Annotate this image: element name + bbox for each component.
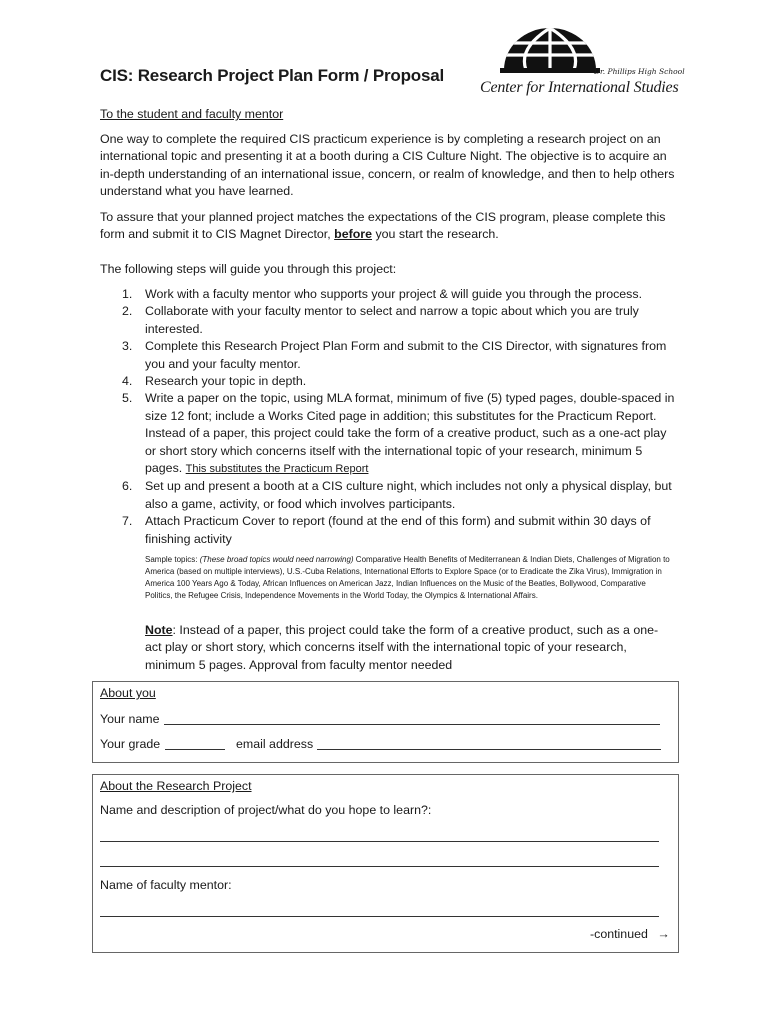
step-text: Work with a faculty mentor who supports your project & will guide you through the process. <box>145 287 643 301</box>
step-text: Complete this Research Project Plan Form and submit to the CIS Director, with signatures from you and your faculty mentor. <box>145 339 667 371</box>
logo-center-name: Center for International Studies <box>480 79 679 96</box>
logo-school-name: Dr. Phillips High School <box>594 67 685 76</box>
about-you-section <box>92 681 679 763</box>
grade-label: Your grade <box>100 737 161 751</box>
cis-logo <box>478 26 685 102</box>
step-text: Collaborate with your faculty mentor to select and narrow a topic about which you are truly interested. <box>145 304 639 336</box>
step-number: 5. <box>122 391 133 406</box>
instructions-text-end: you start the research. <box>372 227 499 242</box>
continued-label: -continued <box>590 927 648 941</box>
step-text: Set up and present a booth at a CIS culture night, which includes not only a physical display, but also a game, activity, or food which involves participants. <box>145 479 672 511</box>
email-label: email address <box>236 737 314 751</box>
note-text: : Instead of a paper, this project could take the form of a creative product, such as a one-act play or short story, which concerns itself with the international topic of your research, minimum 5 pages. Approval from faculty mentor needed <box>145 623 659 672</box>
name-label: Your name <box>100 712 160 726</box>
list-item <box>100 373 680 390</box>
sample-topics-caveat: (These broad topics would need narrowing) <box>199 555 354 564</box>
step-text: Attach Practicum Cover to report (found at the end of this form) and submit within 30 days of finishing activity <box>145 514 651 546</box>
list-item <box>100 338 680 373</box>
arrow-right-icon: → <box>657 927 670 941</box>
intro-heading: To the student and faculty mentor <box>100 107 284 121</box>
note-paragraph <box>145 622 665 674</box>
instructions-text: To assure that your planned project matches the expectations of the CIS program, please complete this form and submit it to CIS Magnet Director, <box>100 210 666 242</box>
sample-topics <box>145 554 675 602</box>
note-label: Note <box>145 623 173 637</box>
step-number: 3. <box>122 339 133 354</box>
project-description-field-1[interactable] <box>100 841 659 842</box>
list-item <box>100 303 680 338</box>
faculty-mentor-field[interactable] <box>100 916 659 917</box>
practicum-substitute-note: This substitutes the Practicum Report <box>185 463 369 476</box>
name-field[interactable] <box>164 724 660 725</box>
about-project-heading: About the Research Project <box>100 779 252 793</box>
step-text: Write a paper on the topic, using MLA format, minimum of five (5) typed pages, double-spaced in size 12 font; include a Works Cited page in addition; this substitutes for the Practicum Report. Instead of a paper, this project could take the form of a creative product, such as a one-act play or short story which concerns itself with the international topic of your research, minimum 5 pages. <box>145 391 675 476</box>
intro-paragraph: One way to complete the required CIS practicum experience is by completing a research project on an international topic and presenting it at a booth during a CIS Culture Night. The objective is to acquire an in-depth understanding of an international issue, concern, or realm of knowledge, and then to help others understand what you have learned. <box>100 132 675 199</box>
step-number: 2. <box>122 304 133 319</box>
sample-topics-text: Comparative Health Benefits of Mediterranean & Indian Diets, Challenges of Migration to America (based on multiple interviews), U.S.-Cuba Relations, International Efforts to Explore Space (or to Eradicate the Zika Virus), Immigration in America 100 Years Ago & Today, African Influences on American Jazz, Indian Influences on the Music of the Beatles, Bollywood, Comparative Politics, the Refugee Crisis, Independence Movements in the World Today, the Olympics & International Affairs. <box>145 555 670 600</box>
grade-field[interactable] <box>165 749 225 750</box>
sample-topics-label: Sample topics: <box>145 555 200 564</box>
project-description-field-2[interactable] <box>100 866 659 867</box>
about-you-heading: About you <box>100 686 156 700</box>
step-number: 7. <box>122 514 133 529</box>
step-number: 1. <box>122 287 133 301</box>
list-item <box>100 286 680 303</box>
list-item <box>100 478 680 513</box>
list-item <box>100 390 680 478</box>
faculty-mentor-label: Name of faculty mentor: <box>100 878 232 892</box>
list-item <box>100 513 680 548</box>
continued-indicator <box>590 927 670 941</box>
before-emphasis: before <box>334 227 373 242</box>
step-text: Research your topic in depth. <box>145 374 307 389</box>
email-field[interactable] <box>317 749 661 750</box>
steps-list <box>100 286 680 548</box>
page-title: CIS: Research Project Plan Form / Proposal <box>100 66 444 85</box>
steps-intro: The following steps will guide you through this project: <box>100 262 397 276</box>
project-description-label: Name and description of project/what do you hope to learn?: <box>100 803 432 817</box>
instructions-paragraph <box>100 209 680 244</box>
step-number: 4. <box>122 374 133 389</box>
globe-icon <box>500 26 600 82</box>
step-number: 6. <box>122 479 133 494</box>
